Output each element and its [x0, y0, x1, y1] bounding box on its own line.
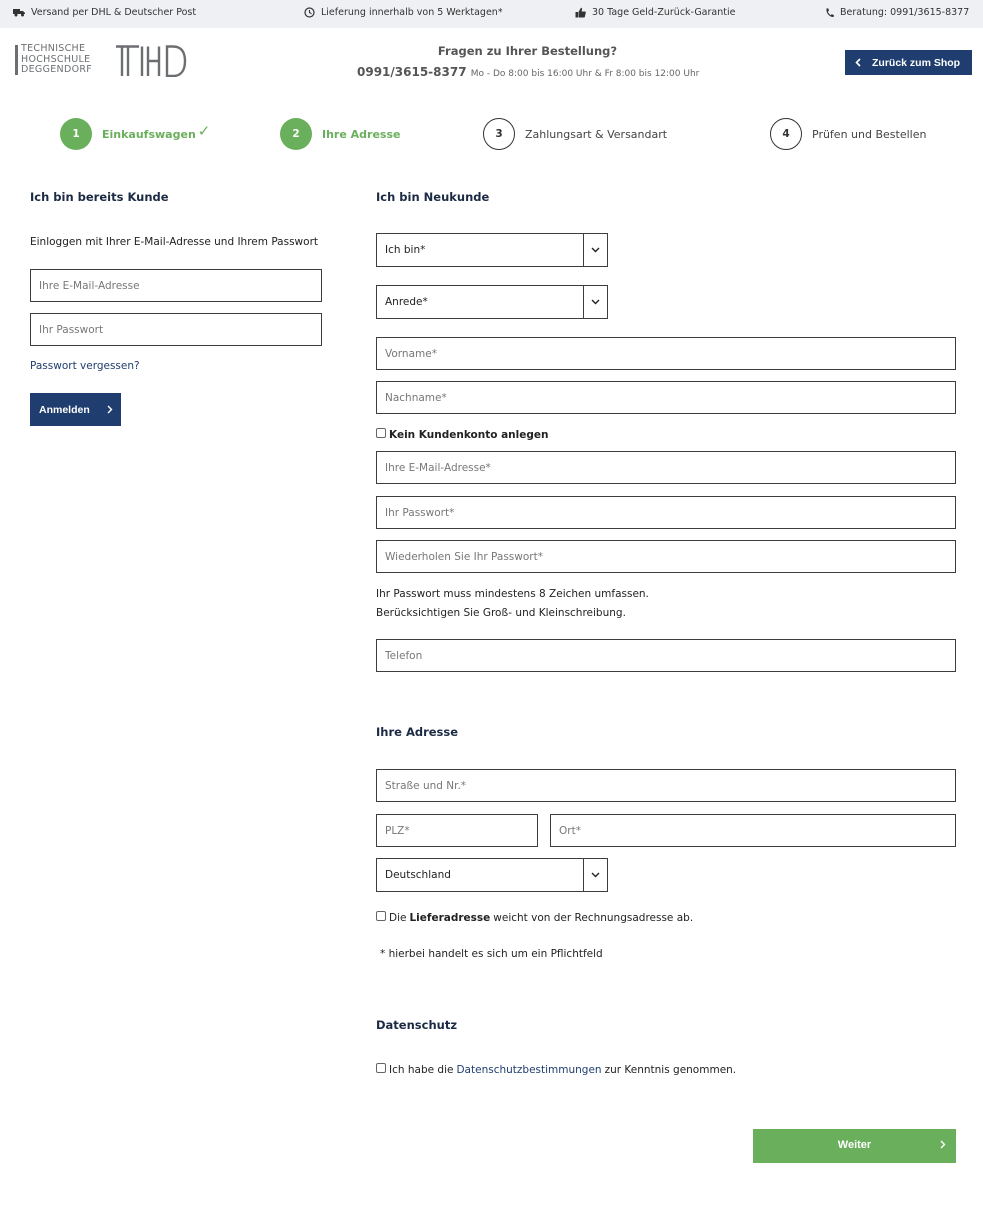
phone-input[interactable]: [376, 639, 956, 672]
no-account-label: Kein Kundenkonto anlegen: [389, 429, 549, 441]
lastname-input[interactable]: [376, 381, 956, 414]
chevron-left-icon: [855, 58, 861, 67]
step-payment: [483, 118, 667, 150]
shipping-diff-text: weicht von der Rechnungsadresse ab.: [493, 912, 694, 924]
shipping-info: [13, 7, 196, 18]
next-button-label: Weiter: [837, 1139, 872, 1151]
thumbs-up-icon: [575, 7, 586, 18]
delivery-info: [304, 7, 503, 18]
chevron-right-icon: [940, 1140, 946, 1149]
guarantee-text: 30 Tage Geld-Zurück-Garantie: [592, 7, 736, 18]
truck-icon: [13, 8, 25, 17]
step-number: 1: [60, 118, 92, 150]
help-phone[interactable]: 0991/3615-8377: [357, 65, 467, 79]
privacy-text: Ich habe die: [389, 1064, 454, 1076]
password-hint: Berücksichtigen Sie Groß- und Kleinschreibung.: [376, 607, 626, 619]
shipping-text: Versand per DHL & Deutscher Post: [31, 7, 197, 18]
advice-info: [825, 7, 969, 18]
salutation-value: Anrede*: [385, 296, 428, 308]
logo-line: HOCHSCHULE: [21, 53, 91, 65]
chevron-down-icon: [591, 247, 600, 253]
select-arrow: [583, 234, 607, 266]
country-select[interactable]: [376, 858, 608, 892]
chevron-right-icon: [107, 405, 113, 414]
chevron-down-icon: [591, 872, 600, 878]
shipping-address-option[interactable]: [376, 912, 693, 924]
help-contact: [357, 65, 699, 79]
address-heading: Ihre Adresse: [376, 725, 459, 739]
no-account-option[interactable]: [376, 429, 549, 441]
delivery-text: Lieferung innerhalb von 5 Werktagen*: [321, 7, 503, 18]
required-note: * hierbei handelt es sich um ein Pflichtfeld: [380, 948, 603, 960]
step-address: [280, 118, 400, 150]
phone-icon: [825, 8, 834, 18]
login-button[interactable]: [30, 393, 121, 426]
step-label: Prüfen und Bestellen: [812, 127, 927, 141]
privacy-link[interactable]: Datenschutzbestimmungen: [456, 1064, 602, 1076]
advice-text: Beratung: 0991/3615-8377: [840, 7, 970, 18]
step-review: [770, 118, 926, 150]
no-account-checkbox[interactable]: [376, 428, 386, 438]
privacy-text: zur Kenntnis genommen.: [604, 1064, 737, 1076]
step-number: 2: [280, 118, 312, 150]
forgot-password-link[interactable]: Passwort vergessen?: [30, 360, 140, 372]
salutation-select[interactable]: [376, 285, 608, 319]
privacy-checkbox[interactable]: [376, 1063, 386, 1073]
guarantee-info: [575, 7, 735, 18]
step-label: Einkaufswagen: [102, 127, 196, 141]
register-heading: Ich bin Neukunde: [376, 190, 490, 204]
clock-icon: [304, 7, 315, 18]
customer-type-select[interactable]: [376, 233, 608, 267]
step-number: 3: [483, 118, 515, 150]
shipping-diff-bold: Lieferadresse: [409, 912, 491, 924]
country-value: Deutschland: [385, 869, 451, 881]
customer-type-value: Ich bin*: [385, 244, 426, 256]
help-hours: Mo - Do 8:00 bis 16:00 Uhr & Fr 8:00 bis 12:00 Uhr: [470, 69, 700, 79]
shipping-address-checkbox[interactable]: [376, 911, 386, 921]
logo-line: DEGGENDORF: [21, 64, 93, 75]
step-label: Ihre Adresse: [322, 127, 401, 141]
privacy-option[interactable]: [376, 1064, 736, 1076]
city-input[interactable]: [550, 814, 956, 847]
checkmark-icon: ✓: [197, 122, 211, 140]
login-password-input[interactable]: [30, 313, 322, 346]
login-intro: Einloggen mit Ihrer E-Mail-Adresse und Ihrem Passwort: [30, 236, 318, 248]
zip-input[interactable]: [376, 814, 538, 847]
register-email-input[interactable]: [376, 451, 956, 484]
password-repeat-input[interactable]: [376, 540, 956, 573]
login-email-input[interactable]: [30, 269, 322, 302]
street-input[interactable]: [376, 769, 956, 802]
back-to-shop-label: Zurück zum Shop: [872, 56, 961, 69]
login-button-label: Anmelden: [39, 403, 90, 416]
step-cart[interactable]: [60, 118, 210, 150]
top-info-bar: [0, 0, 983, 28]
logo-line: TECHNISCHE: [21, 43, 86, 54]
password-hint: Ihr Passwort muss mindestens 8 Zeichen umfassen.: [376, 588, 649, 600]
back-to-shop-button[interactable]: [845, 50, 972, 75]
chevron-down-icon: [591, 299, 600, 305]
help-title: Fragen zu Ihrer Bestellung?: [437, 44, 618, 58]
next-button[interactable]: [753, 1129, 956, 1163]
firstname-input[interactable]: [376, 337, 956, 370]
register-password-input[interactable]: [376, 496, 956, 529]
login-heading: Ich bin bereits Kunde: [30, 190, 169, 204]
select-arrow: [583, 286, 607, 318]
privacy-heading: Datenschutz: [376, 1018, 458, 1032]
step-number: 4: [770, 118, 802, 150]
select-arrow: [583, 859, 607, 891]
shipping-diff-text: Die: [389, 912, 407, 924]
step-label: Zahlungsart & Versandart: [525, 127, 668, 141]
